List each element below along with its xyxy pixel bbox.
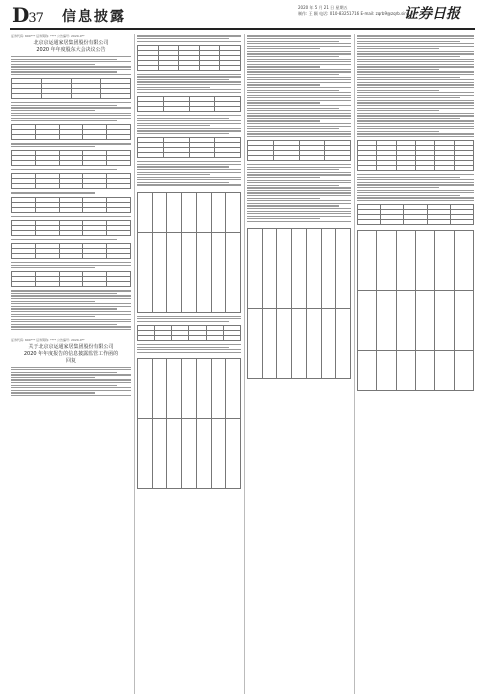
section-title: 信息披露 [62,9,126,25]
table [137,358,241,489]
table [357,140,474,171]
column-divider [354,34,355,694]
column-4 [357,34,474,694]
table [357,204,474,225]
column-2 [137,34,241,694]
table [11,124,131,140]
table [137,96,241,112]
notice-title: 北京京运通家居集团股份有限公司 2020 年年度股东大会决议公告 [33,40,109,53]
table [137,45,241,71]
editor-line: 制作: 王 颖 电话: 010-83251716 E-mail: zqrb9@zqrb.sina.net [298,11,418,16]
dateline: 2020 年 5 月 21 日 星期五 [298,5,348,10]
table [11,150,131,166]
table [137,192,241,313]
table [11,197,131,213]
column-divider [244,34,245,694]
table [357,230,474,391]
column-3 [247,34,351,694]
header-rule [10,28,475,30]
table [11,271,131,287]
table [247,228,351,379]
column-1 [11,34,131,694]
notice-head: 证券代码: 600*** 证券简称: **** 公告编号: 2020-0** [11,34,85,38]
table [137,137,241,158]
page-header [0,0,484,30]
table [247,140,351,161]
column-divider [134,34,135,694]
notice-head: 证券代码: 600*** 证券简称: **** 公告编号: 2020-0** [11,337,85,342]
table [11,220,131,236]
masthead-logo: 证券日报 [404,6,460,22]
table [11,78,131,99]
notice-title: 关于北京京运通家居集团股份有限公司 2020 年年度报告的信息披露监管工作函的 回复 [23,343,119,364]
table [137,325,241,341]
table [11,243,131,259]
page-number: D37 [12,3,43,27]
table [11,173,131,189]
